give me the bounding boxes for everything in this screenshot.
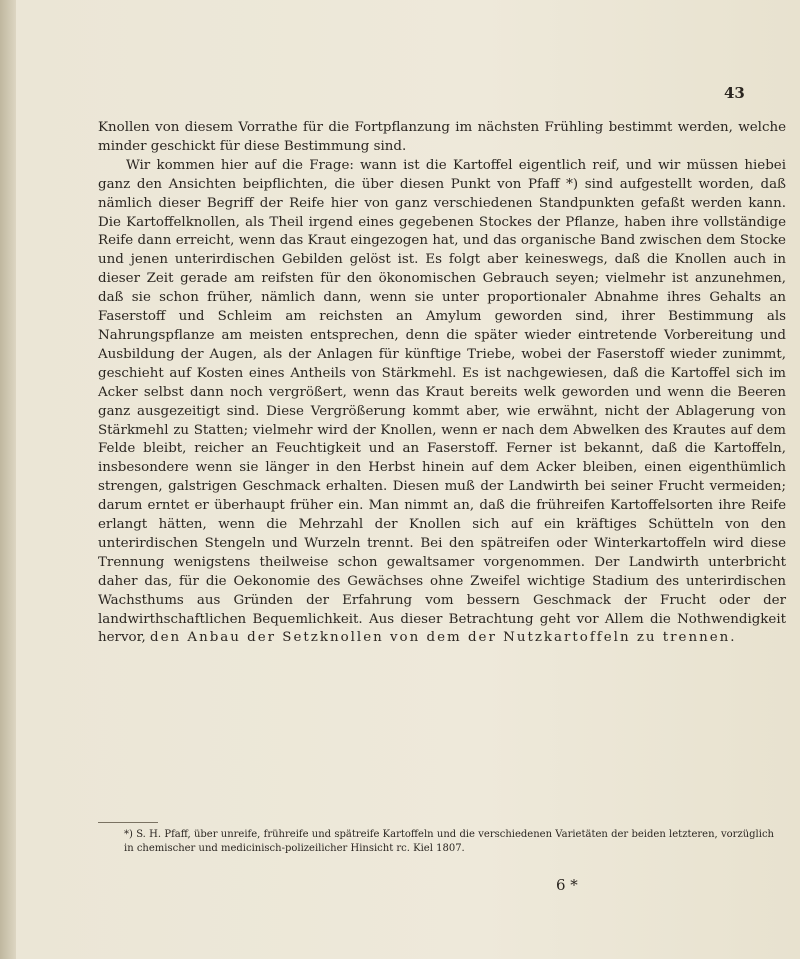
page-number: 43 [724, 84, 745, 102]
page-binding-edge [0, 0, 16, 959]
body-text [98, 119, 786, 648]
paragraph-2 [98, 157, 786, 649]
paragraph-2-text: Wir kommen hier auf die Frage: wann ist die Kartoffel eigentlich reif, und wir müssen hiebei ganz den Ansichten beipflichten, die über diesen Punkt von Pfaff *) sind aufgestellt worden, daß nämlich dieser Begriff der Reife hier von ganz verschiedenen Standpunkten gefaßt werden kann. Die Kartoffelknollen, als Theil irgend eines gegebenen Stockes der Pflanze, haben ihre vollständige Reife dann erreicht, wenn das Kraut eingezogen hat, und das organische Band zwischen dem Stocke und jenen unterirdischen Gebilden gelöst ist. Es folgt aber keineswegs, daß die Knollen auch in dieser Zeit gerade am reifsten für den ökonomischen Gebrauch seyen; vielmehr ist anzunehmen, daß sie schon früher, nämlich dann, wenn sie unter proportionaler Abnahme ihres Gehalts an Faserstoff und Schleim am reichsten an Amylum geworden sind, ihrer Bestimmung als Nahrungspflanze am meisten entsprechen, denn die später wieder eintretende Vorbereitung und Ausbildung der Augen, als der Anlagen für künftige Triebe, wobei der Faserstoff wieder zunimmt, geschieht auf Kosten eines Antheils von Stärkmehl. Es ist nachgewiesen, daß die Kartoffel sich im Acker selbst dann noch vergrößert, wenn das Kraut bereits welk geworden und wenn die Beeren ganz ausgezeitigt sind. Diese Vergrößerung kommt aber, wie erwähnt, nicht der Ablagerung von Stärkmehl zu Statten; vielmehr wird der Knollen, wenn er nach dem Abwelken des Krautes auf dem Felde bleibt, reicher an Feuchtigkeit und an Faserstoff. Ferner ist bekannt, daß die Kartoffeln, insbesondere wenn sie länger in den Herbst hinein auf dem Acker bleiben, einen eigenthümlich strengen, galstrigen Geschmack erhalten. Diesen muß der Landwirth bei seiner Frucht vermeiden; darum erntet er überhaupt früher ein. Man nimmt an, daß die frühreifen Kartoffelsorten ihre Reife erlangt hätten, wenn die Mehrzahl der Knollen sich auf ein kräftiges Schütteln von den unterirdischen Stengeln und Wurzeln trennt. Bei den spätreifen oder Winterkartoffeln wird diese Trennung wenigstens theilweise schon gewaltsamer vorgenommen. Der Landwirth unterbricht daher das, für die Oekonomie des Gewächses ohne Zweifel wichtige Stadium des unterirdischen Wachsthums aus Gründen der Erfahrung vom bessern Geschmack der Frucht oder der landwirthschaftlichen Bequemlichkeit. Aus dieser Betrachtung geht vor Allem die Nothwendigkeit hervor, [98, 157, 786, 646]
paragraph-1: Knollen von diesem Vorrathe für die Fortpflanzung im nächsten Frühling bestimmt werden, welche minder geschickt für diese Bestimmung sind. [98, 120, 786, 154]
closing-emphasis: den Anbau der Setzknollen von dem der Nutzkartoffeln zu trennen. [150, 630, 737, 646]
footnote-rule [98, 822, 158, 823]
footnote: *) S. H. Pfaff, über unreife, frühreife und spätreife Kartoffeln und die verschiedenen Varietäten der beiden letzteren, vorzüglich in chemischer und medicinisch-polizeilicher Hinsicht rc. Kiel 1807. [124, 829, 774, 854]
signature-mark: 6 * [556, 876, 578, 894]
